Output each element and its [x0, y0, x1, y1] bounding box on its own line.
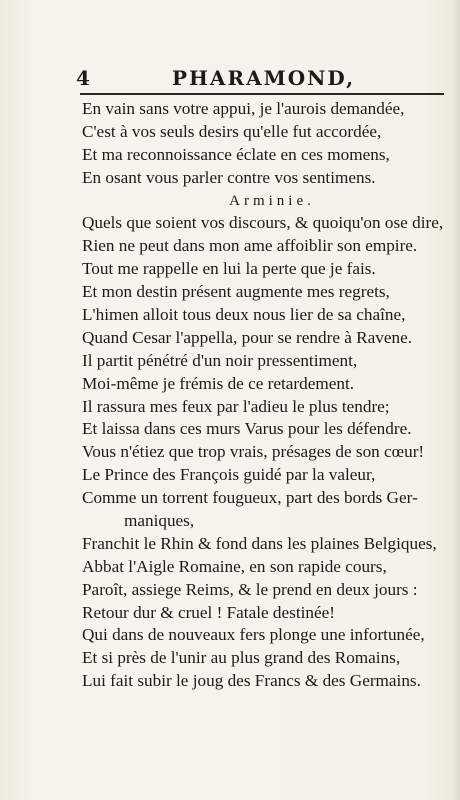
verse-line: Rien ne peut dans mon ame affoiblir son empire. [82, 236, 418, 256]
verse-line: Comme un torrent fougueux, part des bords Ger- [82, 488, 418, 508]
verse-line: Quels que soient vos discours, & quoiqu'on ose dire, [82, 213, 444, 233]
page-number: 4 [76, 66, 90, 90]
verse-line: Et si près de l'unir au plus grand des Romains, [82, 648, 401, 668]
verse-line: Lui fait subir le joug des Francs & des Germains. [82, 671, 421, 691]
verse-line: Quand Cesar l'appella, pour se rendre à Ravene. [82, 327, 413, 347]
verse-line: Retour dur & cruel ! Fatale destinée! [82, 602, 335, 622]
verse-line: Il partit pénétré d'un noir pressentiment, [82, 350, 358, 370]
speaker-name: Arminie. [229, 192, 315, 209]
page-edge-shadow [452, 0, 460, 800]
verse-line: L'himen alloit tous deux nous lier de sa chaîne, [82, 305, 406, 325]
header-rule [80, 93, 444, 95]
verse-line: Et ma reconnoissance éclate en ces momens, [82, 144, 390, 164]
verse-line: Qui dans de nouveaux fers plonge une infortunée, [82, 625, 425, 645]
page-header [76, 66, 436, 92]
verse-line: Moi-même je frémis de ce retardement. [82, 373, 355, 393]
verse-line: En vain sans votre appui, je l'aurois demandée, [82, 99, 405, 118]
verse-line: Et laissa dans ces murs Varus pour les défendre. [82, 419, 412, 439]
verse-line: Franchit le Rhin & fond dans les plaines Belgiques, [82, 533, 437, 553]
verse-line: Le Prince des François guidé par la valeur, [82, 465, 376, 485]
verse-line: Paroît, assiege Reims, & le prend en deux jours : [82, 579, 418, 599]
verse-line: C'est à vos seuls desirs qu'elle fut accordée, [82, 121, 382, 141]
verse-line-continuation: maniques, [124, 511, 195, 531]
verse-line: Abbat l'Aigle Romaine, en son rapide cours, [82, 556, 387, 576]
verse-text [80, 98, 450, 693]
running-title: PHARAMOND, [172, 66, 356, 90]
verse-line: Et mon destin présent augmente mes regrets, [82, 282, 390, 302]
verse-line: Tout me rappelle en lui la perte que je fais. [82, 259, 376, 279]
verse-line: Il rassura mes feux par l'adieu le plus tendre; [82, 396, 390, 416]
verse-line: En osant vous parler contre vos sentimens. [82, 167, 376, 187]
verse-line: Vous n'étiez que trop vrais, présages de son cœur! [82, 442, 425, 462]
